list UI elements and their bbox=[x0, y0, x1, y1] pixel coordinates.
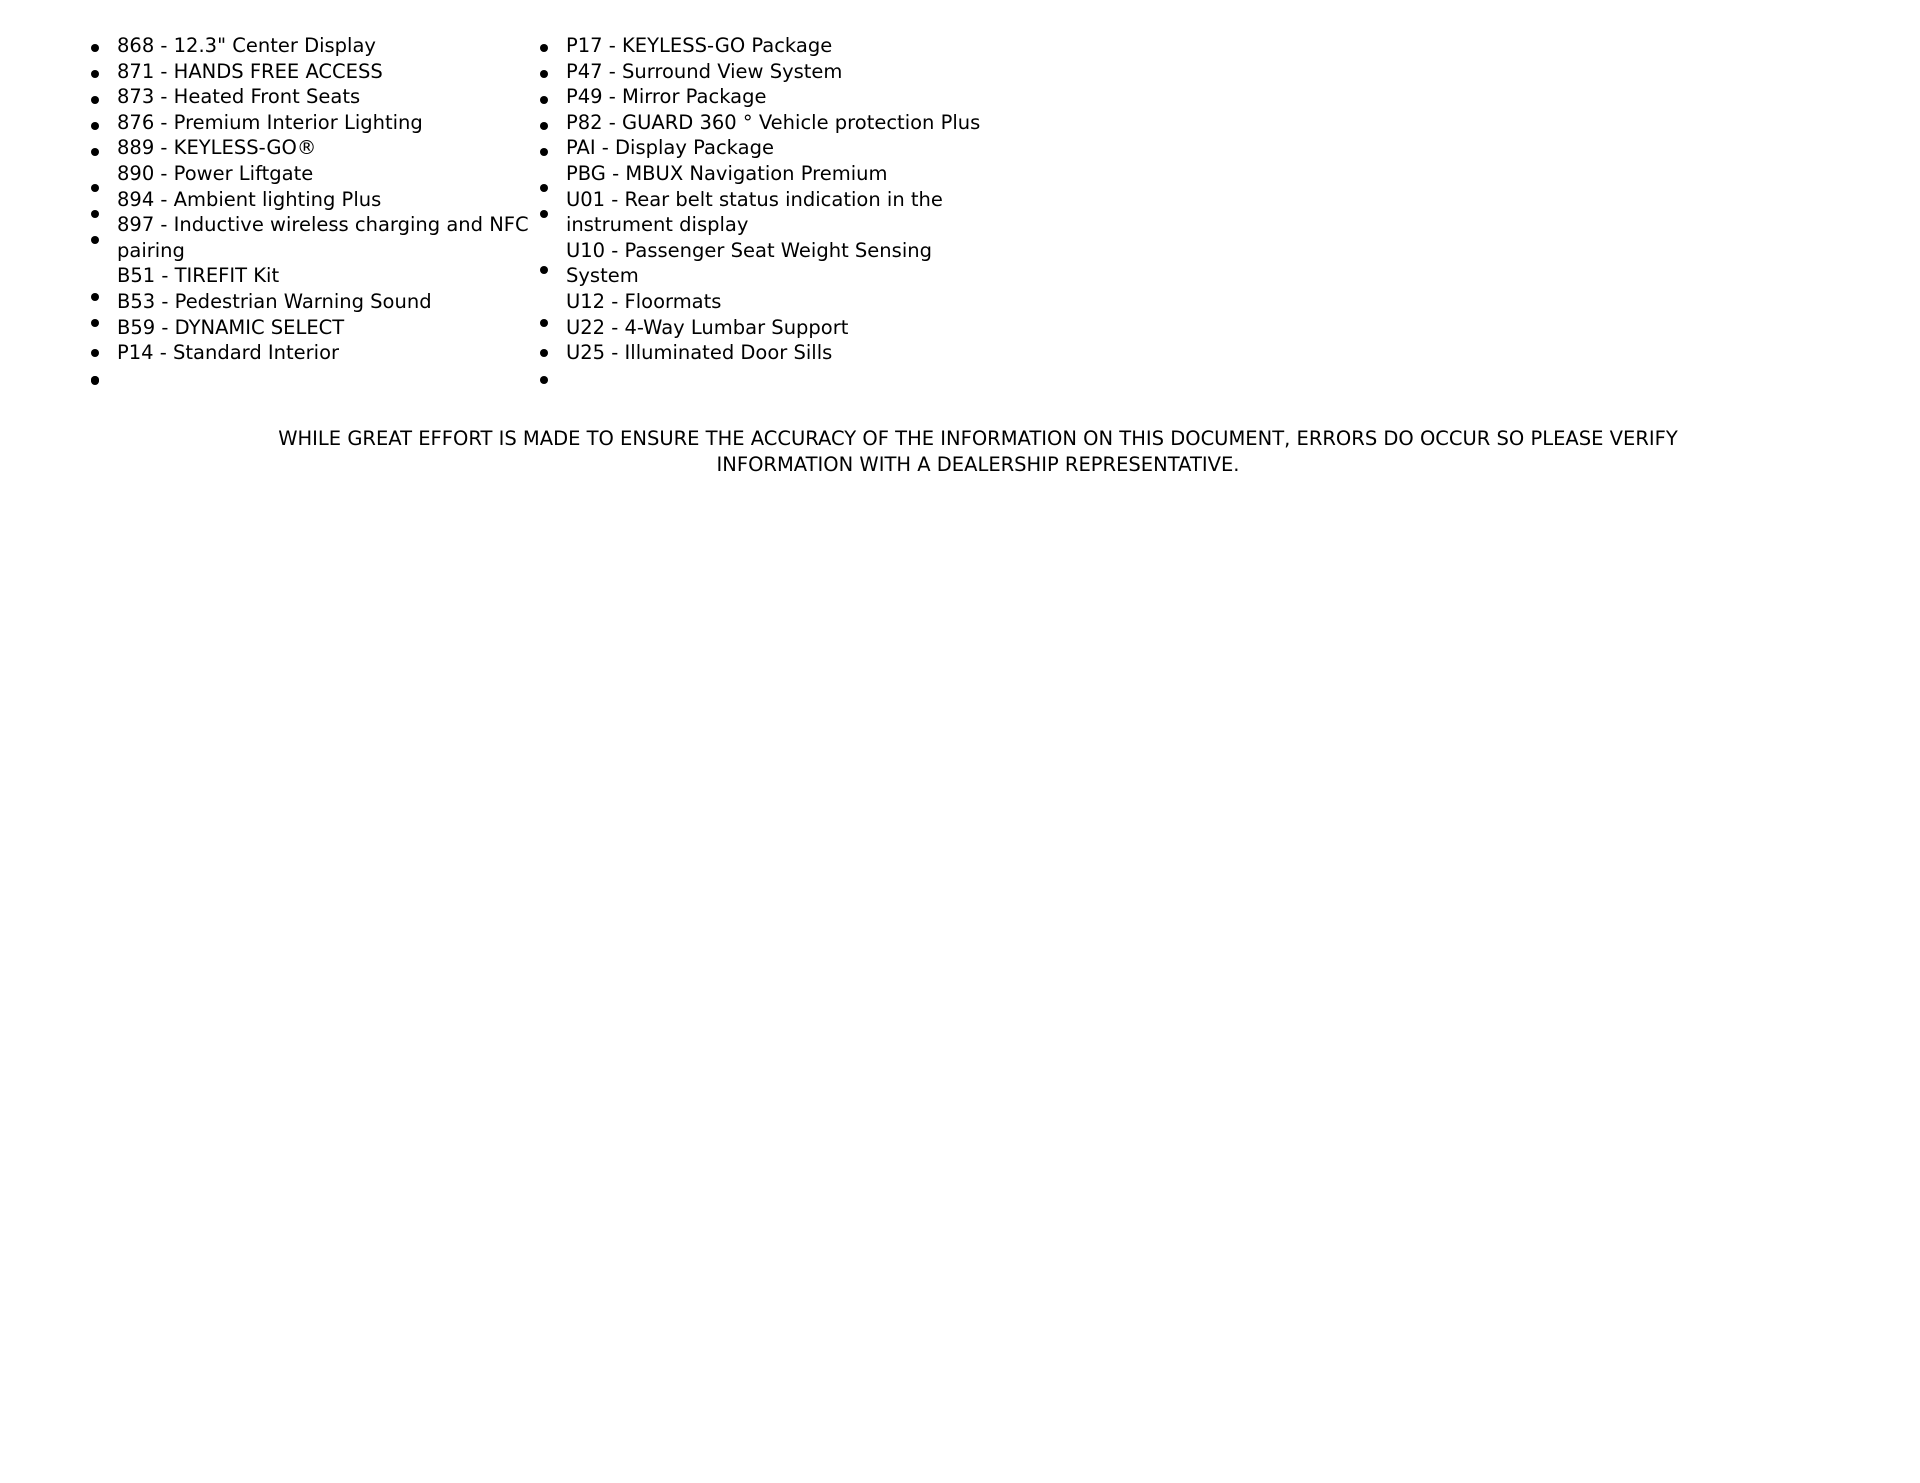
bullet-dot bbox=[540, 184, 548, 192]
list-item: P14 - Standard Interior bbox=[117, 341, 340, 365]
bullet-dot bbox=[91, 70, 99, 78]
list-item: 871 - HANDS FREE ACCESS bbox=[117, 59, 383, 83]
bullet-dot bbox=[540, 44, 548, 52]
bullet-dot bbox=[540, 376, 548, 384]
disclaimer-line-1: WHILE GREAT EFFORT IS MADE TO ENSURE THE ACCURACY OF THE INFORMATION ON THIS DOCUMENT, ERRORS DO OCCUR SO PLEASE VERIFY bbox=[278, 427, 1678, 450]
list-item: B59 - DYNAMIC SELECT bbox=[117, 315, 345, 339]
bullet-dot bbox=[91, 349, 99, 357]
list-item: PBG - MBUX Navigation Premium bbox=[566, 161, 888, 185]
list-item: U01 - Rear belt status indication in the bbox=[566, 187, 943, 211]
list-item: B51 - TIREFIT Kit bbox=[117, 264, 280, 288]
list-item: pairing bbox=[117, 238, 185, 262]
list-item: System bbox=[566, 264, 639, 288]
options-list-right bbox=[566, 33, 986, 366]
bullet-dot bbox=[91, 210, 99, 218]
bullet-dot bbox=[91, 319, 99, 327]
bullet-dot bbox=[540, 210, 548, 218]
list-item: B53 - Pedestrian Warning Sound bbox=[117, 289, 432, 313]
list-item: 897 - Inductive wireless charging and NFC bbox=[117, 213, 529, 237]
bullet-dot bbox=[540, 349, 548, 357]
list-item: U25 - Illuminated Door Sills bbox=[566, 341, 833, 365]
bullet-dot bbox=[91, 377, 99, 385]
bullet-dot bbox=[540, 70, 548, 78]
bullet-dot bbox=[91, 293, 99, 301]
list-item: P47 - Surround View System bbox=[566, 59, 843, 83]
list-item: P82 - GUARD 360 ° Vehicle protection Plus bbox=[566, 110, 981, 134]
options-list-left bbox=[117, 33, 529, 366]
list-item: U12 - Floormats bbox=[566, 289, 722, 313]
list-item: 868 - 12.3" Center Display bbox=[117, 34, 376, 57]
disclaimer-text bbox=[120, 426, 1836, 477]
bullet-dot bbox=[91, 236, 99, 244]
bullet-dot bbox=[540, 148, 548, 156]
bullet-dot bbox=[540, 319, 548, 327]
bullet-dot bbox=[91, 44, 99, 52]
bullet-dot bbox=[91, 122, 99, 130]
list-item: U22 - 4-Way Lumbar Support bbox=[566, 315, 849, 339]
list-item: 873 - Heated Front Seats bbox=[117, 85, 361, 109]
bullet-dot bbox=[540, 266, 548, 274]
list-item: PAI - Display Package bbox=[566, 136, 774, 160]
bullet-dot bbox=[540, 96, 548, 104]
list-item: 890 - Power Liftgate bbox=[117, 161, 314, 185]
list-item: U10 - Passenger Seat Weight Sensing bbox=[566, 238, 932, 262]
list-item: 889 - KEYLESS-GO® bbox=[117, 136, 317, 160]
list-item: 894 - Ambient lighting Plus bbox=[117, 187, 382, 211]
bullet-dot bbox=[91, 184, 99, 192]
disclaimer-line-2: INFORMATION WITH A DEALERSHIP REPRESENTATIVE. bbox=[716, 452, 1240, 476]
list-item: P49 - Mirror Package bbox=[566, 85, 767, 109]
list-item: P17 - KEYLESS-GO Package bbox=[566, 34, 833, 57]
bullet-dot bbox=[91, 96, 99, 104]
bullet-dot bbox=[540, 122, 548, 130]
bullet-dot bbox=[91, 148, 99, 156]
list-item: 876 - Premium Interior Lighting bbox=[117, 110, 423, 134]
list-item: instrument display bbox=[566, 213, 749, 237]
